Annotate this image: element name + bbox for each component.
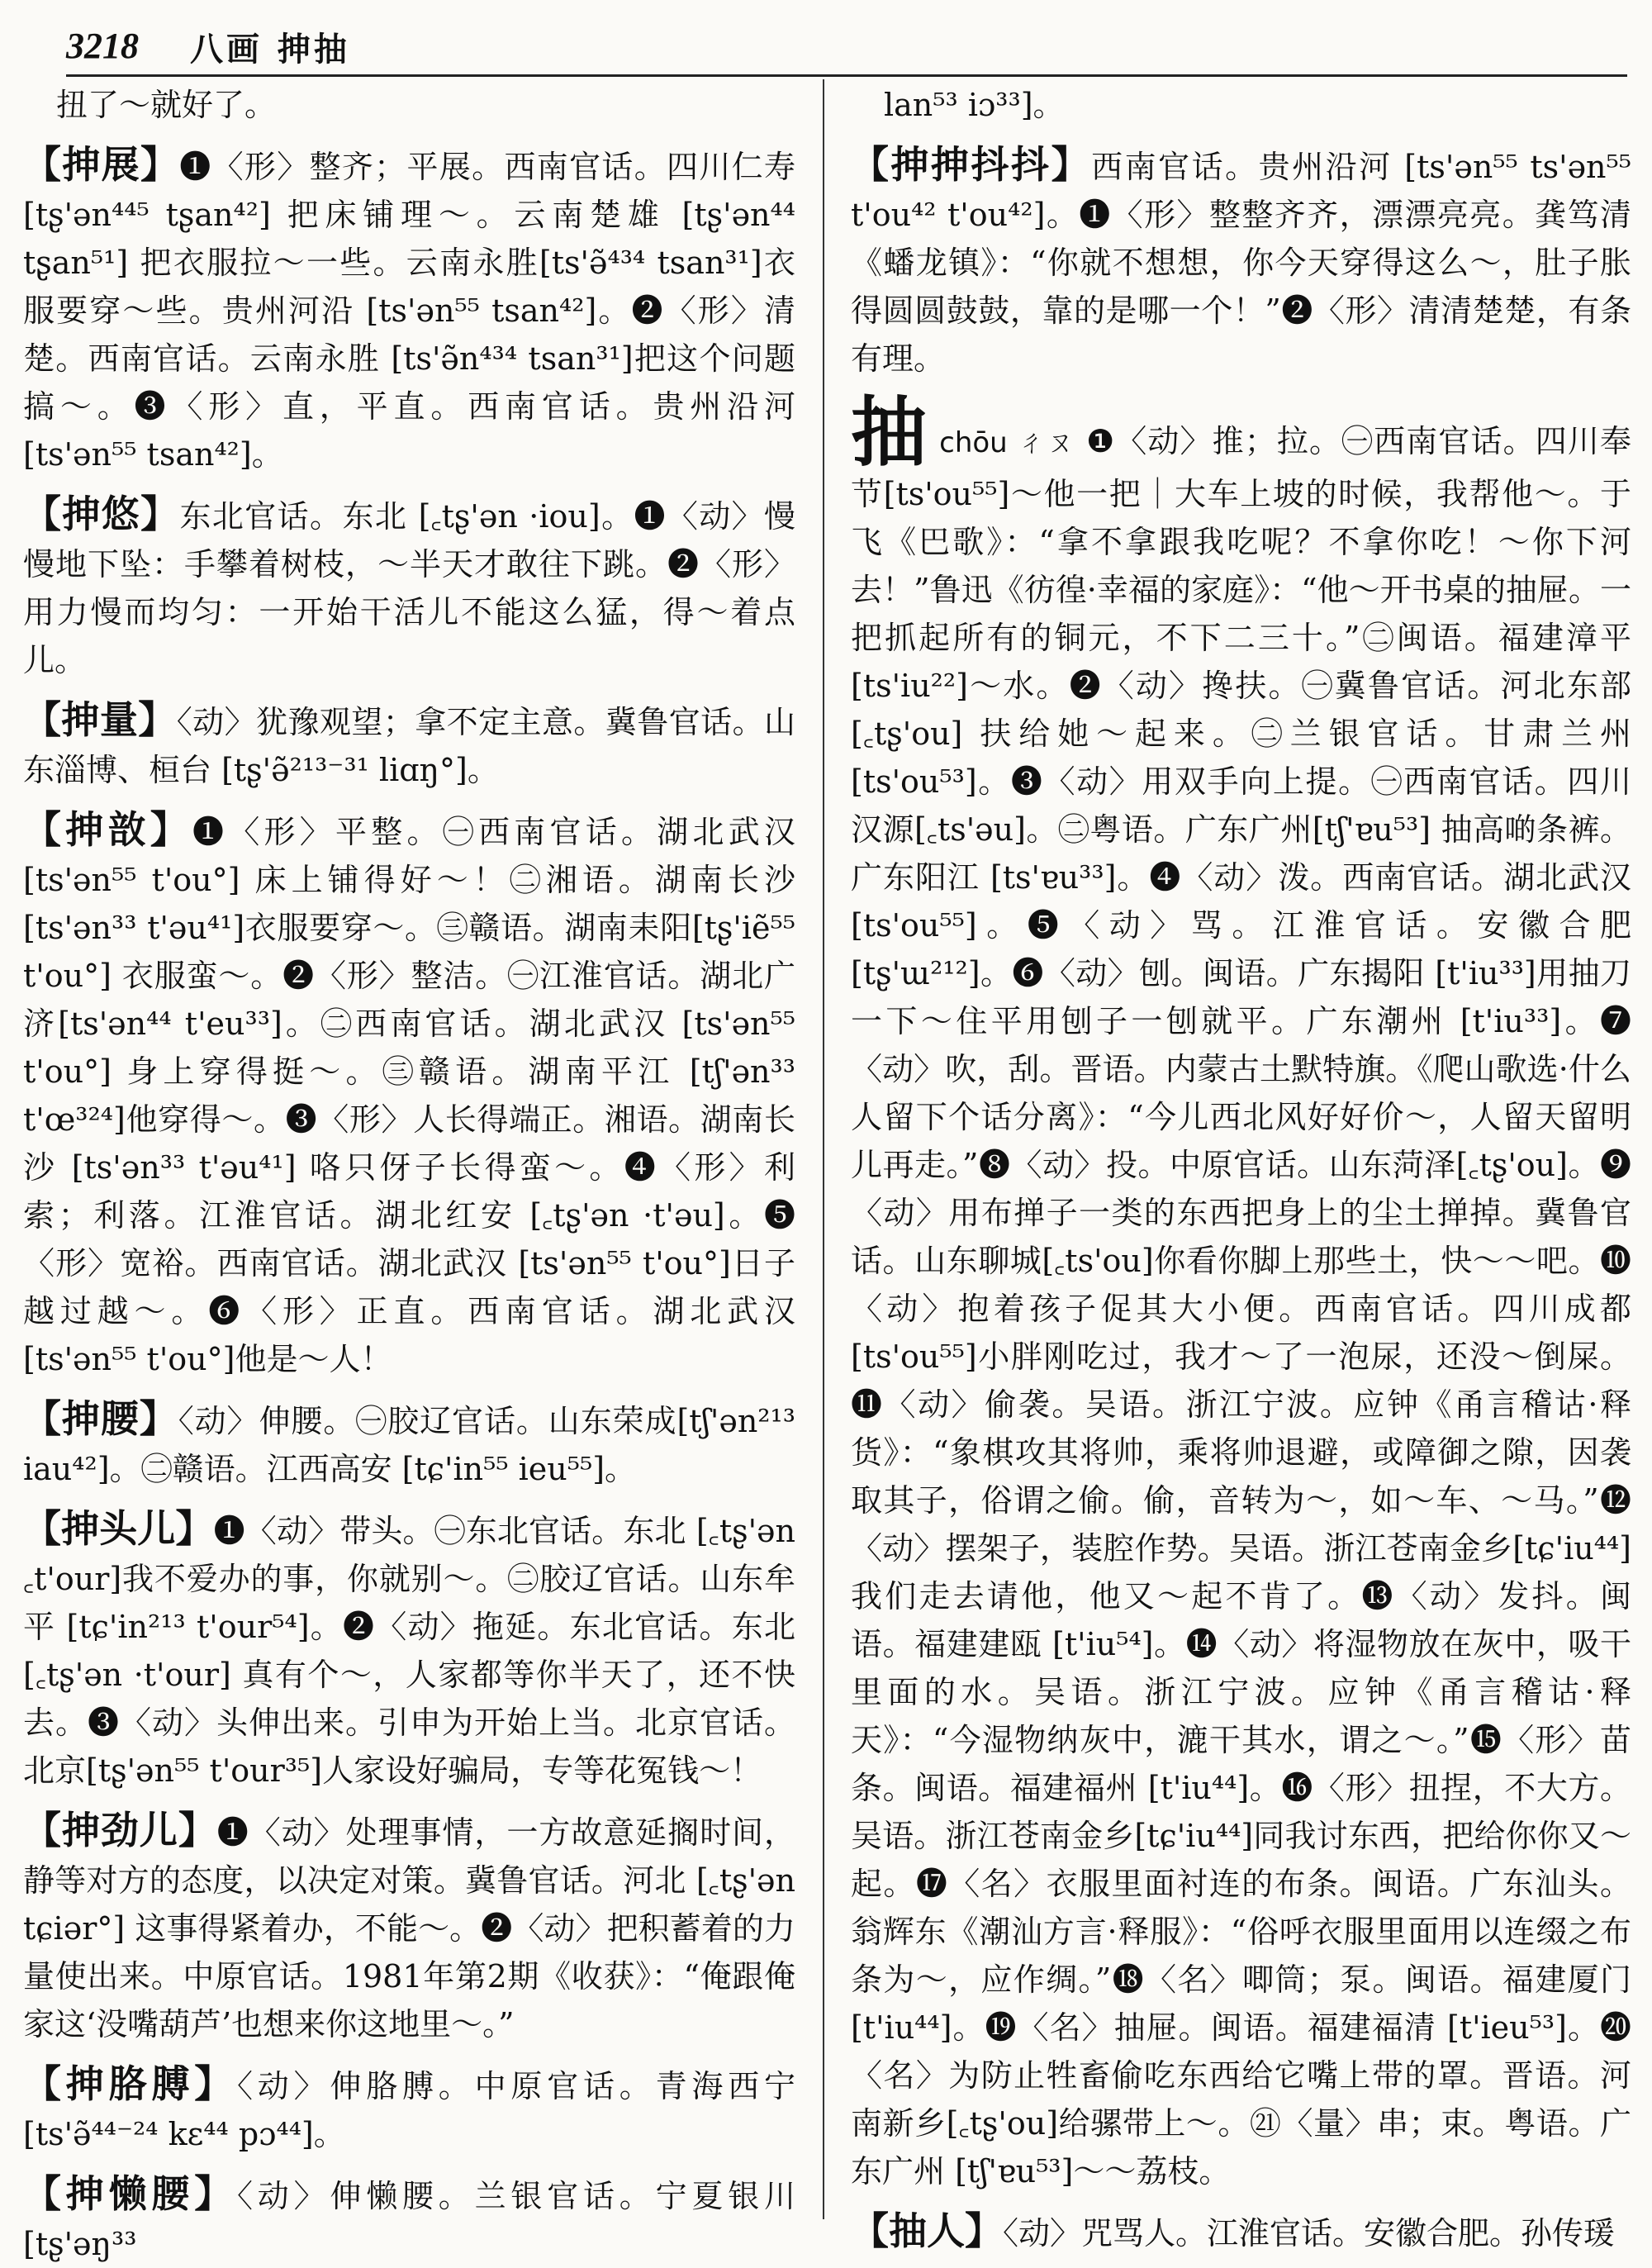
- entry-definition: ❶〈动〉处理事情，一方故意延搁时间，静等对方的态度，以决定对策。冀鲁官话。河北 [꜀tʂ'ən tɕiər°] 这事得紧着办，不能～。❷〈动〉把积蓄着的力量使出来。中原官话。1981年第2期《收获》：“俺跟俺家这‘没嘴葫芦’也想来你这地里～。”: [23, 1814, 795, 2042]
- entry-headword: 【抻劲儿】: [23, 1808, 217, 1852]
- entry-definition: ❶〈形〉平整。㊀西南官话。湖北武汉 [ts'ən⁵⁵ t'ou°] 床上铺得好～！㊁湘语。湖南长沙 [ts'ən³³ t'əu⁴¹]衣服要穿～。㊂赣语。湖南耒阳[tʂ'iẽ⁵⁵ t'ou°] 衣服蛮～。❷〈形〉整洁。㊀江淮官话。湖北广济[ts'ən⁴⁴ t'eu³³]。㊁西南官话。湖北武汉 [ts'ən⁵⁵ t'ou°] 身上穿得挺～。㊂赣语。湖南平江 [tʃ'ən³³ t'œ³²⁴]他穿得～。❸〈形〉人长得端正。湘语。湖南长沙 [ts'ən³³ t'əu⁴¹] 咯只伢子长得蛮～。❹〈形〉利索；利落。江淮官话。湖北红安 [꜀tʂ'ən ·t'əu]。❺〈形〉宽裕。西南官话。湖北武汉 [ts'ən⁵⁵ t'ou°]日子越过越～。❻〈形〉正直。西南官话。湖北武汉 [ts'ən⁵⁵ t'ou°]他是～人！: [23, 814, 795, 1377]
- dictionary-entry: [23, 1806, 795, 2048]
- entry-headword: 【抻懒腰】: [23, 2171, 237, 2216]
- entry-definition: 〈动〉伸腰。㊀胶辽官话。山东荣成[tʃ'ən²¹³ iau⁴²]。㊁赣语。江西高安 [tɕ'in⁵⁵ ieu⁵⁵]。: [23, 1403, 796, 1487]
- entry-headword: 【抻展】: [23, 142, 180, 187]
- entry-definition: 东北官话。东北 [꜀tʂ'ən ·iou]。❶〈动〉慢慢地下坠：手攀着树枝，～半天才敢往下跳。❷〈形〉用力慢而均匀：一开始干活儿不能这么猛，得～着点儿。: [23, 498, 795, 678]
- entry-headword: 【抻抻抖抖】: [851, 142, 1092, 187]
- entry-definition: 〈动〉伸胳膊。中原官话。青海西宁[ts'ə̃⁴⁴⁻²⁴ kɛ⁴⁴ pɔ⁴⁴]。: [23, 2068, 795, 2152]
- entry-headword: 【抻头儿】: [23, 1506, 214, 1551]
- pinyin-reading: chōu ㄔㄡ: [939, 426, 1075, 459]
- dictionary-entry: [23, 696, 795, 794]
- entry-definition: 〈动〉伸懒腰。兰银官话。宁夏银川 [tʂ'əŋ³³: [23, 2178, 795, 2262]
- dictionary-entry: [23, 490, 795, 684]
- entry-definition: 西南官话。贵州沿河 [ts'ən⁵⁵ ts'ən⁵⁵ t'ou⁴² t'ou⁴²]。❶〈形〉整整齐齐，漂漂亮亮。龚笃清《蟠龙镇》：“你就不想想，你今天穿得这么～，肚子胀得圆圆鼓鼓，靠的是哪一个！”❷〈形〉清清楚楚，有条有理。: [851, 149, 1631, 377]
- dictionary-entry: [23, 2060, 795, 2158]
- dictionary-entry: [851, 140, 1631, 383]
- main-headword-character: 抽: [851, 388, 928, 477]
- dictionary-entry: [23, 806, 795, 1383]
- dictionary-entry: [851, 2207, 1631, 2257]
- entry-headword: 【抽人】: [851, 2209, 1003, 2253]
- dictionary-entry: [23, 140, 795, 478]
- continuation-text: 扭了～就好了。: [56, 87, 277, 123]
- entry-definition: ❶〈形〉整齐；平展。西南官话。四川仁寿[tʂ'ən⁴⁴⁵ tʂan⁴²] 把床铺理～。云南楚雄 [tʂ'ən⁴⁴ tʂan⁵¹] 把衣服拉～一些。云南永胜[ts'ə̃⁴³⁴ tsan³¹]衣服要穿～些。贵州河沿 [ts'ən⁵⁵ tsan⁴²]。❷〈形〉清楚。西南官话。云南永胜 [ts'ə̃n⁴³⁴ tsan³¹]把这个问题搞～。❸〈形〉直，平直。西南官话。贵州沿河 [ts'ən⁵⁵ tsan⁴²]。: [23, 149, 795, 473]
- column-divider: [823, 79, 824, 2219]
- section-title: 八画 抻抽: [190, 30, 350, 69]
- page-number: 3218: [66, 26, 139, 66]
- left-column: [23, 79, 796, 2262]
- entry-definition: ❶〈动〉带头。㊀东北官话。东北 [꜀tʂ'ən ꜀t'our]我不爱办的事，你就别～。㊁胶辽官话。山东牟平 [tɕ'in²¹³ t'our⁵⁴]。❷〈动〉拖延。东北官话。东北 [꜀tʂ'ən ·t'our] 真有个～，人家都等你半天了，还不快去。❸〈动〉头伸出来。引申为开始上当。北京官话。北京[tʂ'ən⁵⁵ t'our³⁵]人家设好骗局，专等花冤钱～！: [23, 1513, 796, 1789]
- dictionary-entry: [23, 1505, 795, 1795]
- main-character-entry: [851, 388, 1631, 2195]
- dictionary-entry: [23, 1395, 795, 1493]
- entry-definition: 〈动〉犹豫观望；拿不定主意。冀鲁官话。山东淄博、桓台 [tʂ'ə̃²¹³⁻³¹ liɑŋ°]。: [23, 704, 796, 788]
- entry-definition: ❶〈动〉推；拉。㊀西南官话。四川奉节[ts'ou⁵⁵]～他一把｜大车上坡的时候，我帮他～。于飞《巴歌》：“拿不拿跟我吃呢？不拿你吃！～你下河去！”鲁迅《彷徨·幸福的家庭》：“他～开书桌的抽屉。一把抓起所有的铜元，不下二三十。”㊁闽语。福建漳平[ts'iu²²]～水。❷〈动〉搀扶。㊀冀鲁官话。河北东部 [꜀tʂ'ou] 扶给她～起来。㊁兰银官话。甘肃兰州[ts'ou⁵³]。❸〈动〉用双手向上提。㊀西南官话。四川汉源[꜀ts'əu]。㊁粤语。广东广州[tʃ'ɐu⁵³] 抽高啲条裤。广东阳江 [ts'ɐu³³]。❹〈动〉泼。西南官话。湖北武汉[ts'ou⁵⁵]。❺〈动〉骂。江淮官话。安徽合肥[tʂ'ɯ²¹²]。❻〈动〉刨。闽语。广东揭阳 [t'iu³³]用抽刀一下～住平用刨子一刨就平。广东潮州 [t'iu³³]。❼〈动〉吹，刮。晋语。内蒙古土默特旗。《爬山歌选·什么人留下个话分离》：“今儿西北风好好价～，人留天留明儿再走。”❽〈动〉投。中原官话。山东菏泽[꜀tʂ'ou]。❾〈动〉用布掸子一类的东西把身上的尘土掸掉。冀鲁官话。山东聊城[꜀ts'ou]你看你脚上那些土，快～～吧。❿〈动〉抱着孩子促其大小便。西南官话。四川成都 [ts'ou⁵⁵]小胖刚吃过，我才～了一泡尿，还没～倒屎。⓫〈动〉偷袭。吴语。浙江宁波。应钟《甬言稽诂·释货》：“象棋攻其将帅，乘将帅退避，或障御之隙，因袭取其子，俗谓之偷。偷，音转为～，如～车、～马。”⓬〈动〉摆架子，装腔作势。吴语。浙江苍南金乡[tɕ'iu⁴⁴]我们走去请他，他又～起不肯了。⓭〈动〉发抖。闽语。福建建瓯 [t'iu⁵⁴]。⓮〈动〉将湿物放在灰中，吸干里面的水。吴语。浙江宁波。应钟《甬言稽诂·释天》：“今湿物纳灰中，漉干其水，谓之～。”⓯〈形〉苗条。闽语。福建福州 [t'iu⁴⁴]。⓰〈形〉扭捏，不大方。吴语。浙江苍南金乡[tɕ'iu⁴⁴]同我讨东西，把给你你又～起。⓱〈名〉衣服里面衬连的布条。闽语。广东汕头。翁辉东《潮汕方言·释服》：“俗呼衣服里面用以连缀之布条为～，应作绸。”⓲〈名〉唧筒；泵。闽语。福建厦门[t'iu⁴⁴]。⓳〈名〉抽屉。闽语。福建福清 [t'ieu⁵³]。⓴〈名〉为防止牲畜偷吃东西给它嘴上带的罩。晋语。河南新乡[꜀tʂ'ou]给骡带上～。㉑〈量〉串；束。粤语。广东广州 [tʃ'ɐu⁵³]～～荔枝。: [851, 423, 1631, 2190]
- page-header: [66, 21, 1627, 77]
- entry-headword: 【抻量】: [23, 697, 177, 742]
- entry-headword: 【抻腰】: [23, 1396, 178, 1441]
- entry-headword: 【抻胳膊】: [23, 2061, 237, 2106]
- entry-headword: 【抻敨】: [23, 807, 192, 852]
- entry-definition: 〈动〉咒骂人。江淮官话。安徽合肥。孙传瑗: [1003, 2215, 1616, 2251]
- right-column: [851, 79, 1631, 2253]
- entry-headword: 【抻悠】: [23, 492, 180, 536]
- dictionary-entry: [23, 2170, 795, 2268]
- continuation-text: lan⁵³ iɔ³³]。: [884, 87, 1065, 123]
